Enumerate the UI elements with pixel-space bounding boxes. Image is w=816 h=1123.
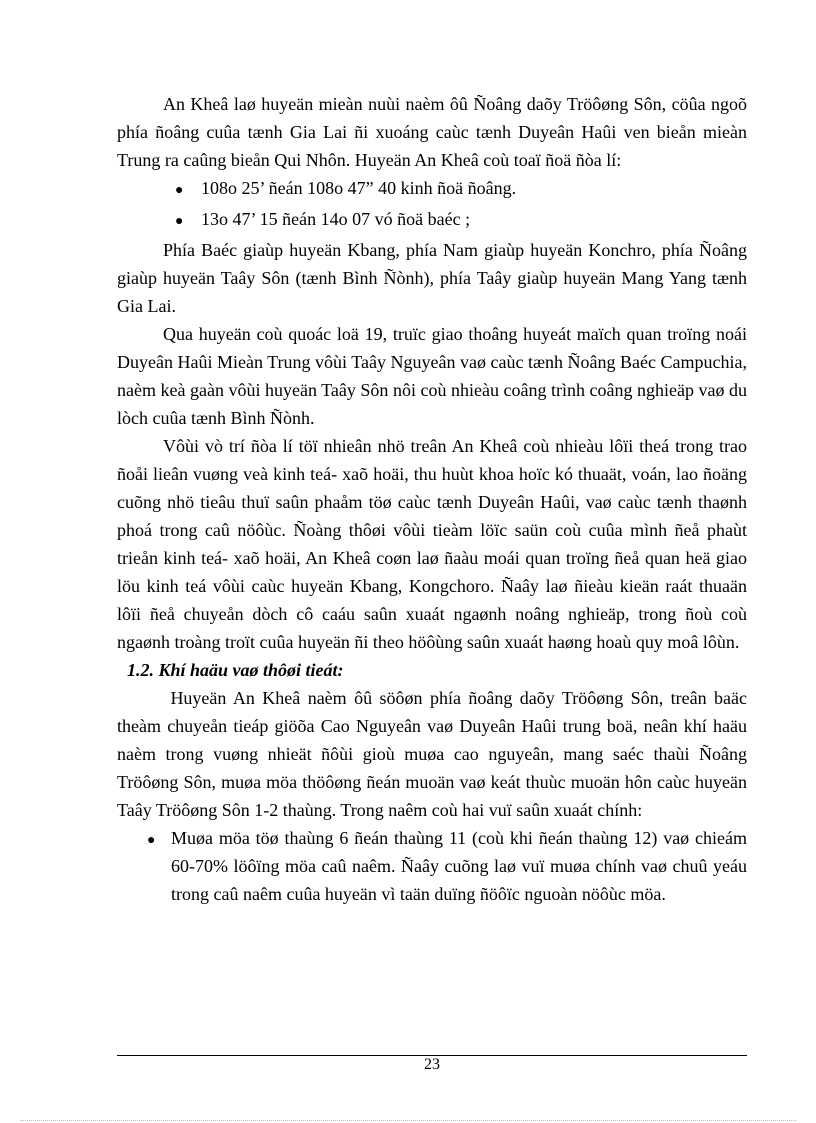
list-item-latitude <box>117 205 747 236</box>
bullet-icon: ● <box>175 183 184 198</box>
paragraph-climate: Huyeän An Kheâ naèm ôû söôøn phía ñoâng daõy Tröôøng Sôn, treân baäc theàm chuyeån tieáp giöõa Cao Nguyeân vaø Duyeân Haûi trung boä, neân khí haäu naèm trong vuøng nhieät ñôùi gioù muøa cao nguyeân, mang saéc thaùi Ñoâng Tröôøng Sôn, muøa möa thöôøng ñeán muoän vaø keát thuùc muoän hôn caùc huyeän Taây Tröôøng Sôn 1-2 thaùng. Trong naêm coù hai vuï saûn xuaát chính: <box>117 688 752 820</box>
paragraph-highway: Qua huyeän coù quoác loä 19, truïc giao thoâng huyeát maïch quan troïng noái Duyeân Haûi Mieàn Trung vôùi Taây Nguyeân vaø caùc tænh Ñoâng Baéc Campuchia, naèm keà gaàn vôùi huyeän Taây Sôn nôi coù nhieàu coâng trình coâng nghieäp vaø du lòch cuûa tænh Bình Ñònh. <box>117 324 752 428</box>
paragraph-advantages: Vôùi vò trí ñòa lí töï nhieân nhö treân An Kheâ coù nhieàu lôïi theá trong trao ñoåi lieân vuøng veà kinh teá- xaõ hoäi, thu huùt khoa hoïc kó thuaät, voán, lao ñoäng cuõng nhö tieâu thuï saûn phaåm töø caùc tænh Duyeân Haûi, vaø caùc tænh thaønh phoá trong caû nöôùc. Ñoàng thôøi vôùi tieàm löïc saün coù cuûa mình ñeå phaùt trieån kinh teá- xaõ hoäi, An Kheâ coøn laø ñaàu moái quan troïng ñeå quan heä giao löu kinh teá vôùi caùc huyeän Kbang, Kongchoro. Ñaây laø ñieàu kieän raát thuaän lôïi ñeå chuyeån dòch cô caáu saûn xuaát ngaønh noâng nghieäp, trong ñoù coù ngaønh troàng troït cuûa huyeän ñi theo höôùng saûn xuaát haøng hoaù quy moâ lôùn. <box>117 436 752 652</box>
list-item-longitude <box>117 174 747 205</box>
body-text <box>117 90 752 908</box>
list-item-text: Muøa möa töø thaùng 6 ñeán thaùng 11 (coù khi ñeán thaùng 12) vaø chieám 60-70% löôïng möa caû naêm. Ñaây cuõng laø vuï muøa chính vaø chuû yeáu trong caû naêm cuûa huyeän vì taän duïng ñöôïc nguoàn nöôùc möa. <box>171 828 752 904</box>
section-heading: 1.2. Khí haäu vaø thôøi tieát: <box>127 660 344 680</box>
list-item-text: 13o 47’ 15 ñeán 14o 07 vó ñoä baéc ; <box>201 209 471 229</box>
page-edge-divider <box>20 1120 796 1121</box>
paragraph-borders: Phía Baéc giaùp huyeän Kbang, phía Nam giaùp huyeän Konchro, phía Ñoâng giaùp huyeän Taây Sôn (tænh Bình Ñònh), phía Taây giaùp huyeän Mang Yang tænh Gia Lai. <box>117 240 752 316</box>
bullet-icon: ● <box>147 833 156 848</box>
paragraph-location: An Kheâ laø huyeän mieàn nuùi naèm ôû Ñoâng daõy Tröôøng Sôn, cöûa ngoõ phía ñoâng cuûa tænh Gia Lai ñi xuoáng caùc tænh Duyeân Haûi ven bieån mieàn Trung ra caûng bieån Qui Nhôn. Huyeän An Kheâ coù toaï ñoä ñòa lí: <box>117 94 752 170</box>
page-number: 23 <box>424 1056 440 1073</box>
list-item-text: 108o 25’ ñeán 108o 47” 40 kinh ñoä ñoâng. <box>201 178 517 198</box>
list-item-rainy-season <box>117 824 752 908</box>
bullet-icon: ● <box>175 214 184 229</box>
